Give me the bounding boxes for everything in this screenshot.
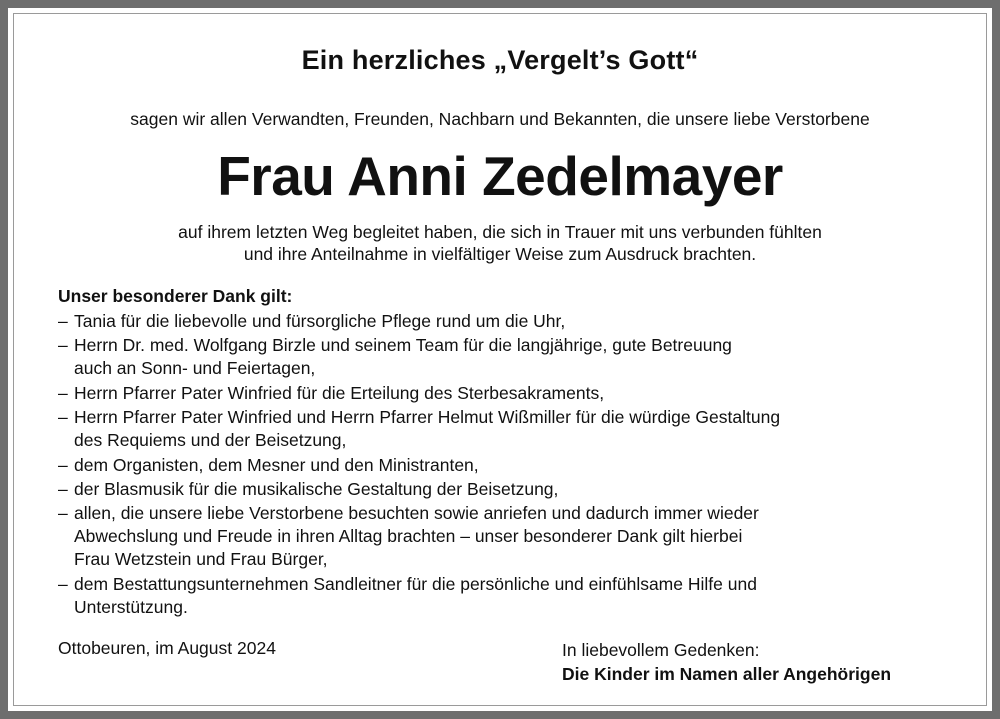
thanks-item-line: der Blasmusik für die musikalische Gestaltung der Beisetzung, [74,478,559,499]
thanks-item-line: allen, die unsere liebe Verstorbene besuchten sowie anriefen und dadurch immer wieder [74,503,759,524]
thanks-item [58,406,958,452]
thanks-item-line: auch an Sonn- und Feiertagen, [74,358,316,379]
special-thanks-list [58,310,958,620]
thanks-line: und ihre Anteilnahme in vielfältiger Weise zum Ausdruck brachten. [243,244,757,264]
thanks-item-line: Herrn Dr. med. Wolfgang Birzle und seinem Team für die langjährige, gute Betreuung [74,335,732,356]
deceased-name: Frau Anni Zedelmayer [217,145,783,207]
dash-marker: – [58,335,68,356]
dash-marker: – [58,382,68,403]
thanks-text [8,221,992,265]
thanks-item [58,502,958,571]
dash-marker: – [58,478,68,499]
thanks-line: auf ihrem letzten Weg begleitet haben, die sich in Trauer mit uns verbunden fühlten [178,222,822,242]
thanks-item-line: dem Bestattungsunternehmen Sandleitner für die persönliche und einfühlsame Hilfe und [74,573,757,594]
dash-marker: – [58,407,68,428]
thanks-item-line: dem Organisten, dem Mesner und den Ministranten, [74,454,479,475]
thanks-item [58,382,958,405]
intro-text: sagen wir allen Verwandten, Freunden, Nachbarn und Bekannten, die unsere liebe Verstorbene [130,109,870,129]
thanks-item-line: Unterstützung. [74,596,188,617]
remembrance-line: In liebevollem Gedenken: [562,640,760,660]
thanks-item [58,334,958,380]
dash-marker: – [58,573,68,594]
dash-marker: – [58,503,68,524]
thanks-item [58,454,958,477]
thanks-item [58,310,958,333]
thanks-item [58,573,958,619]
thanks-item-line: Frau Wetzstein und Frau Bürger, [74,549,328,570]
thanks-item [58,478,958,501]
thanks-item-line: des Requiems und der Beisetzung, [74,430,347,451]
thanks-item-line: Herrn Pfarrer Pater Winfried und Herrn Pfarrer Helmut Wißmiller für die würdige Gestaltung [74,407,781,428]
dash-marker: – [58,454,68,475]
thanks-item-line: Tania für die liebevolle und fürsorgliche Pflege rund um die Uhr, [74,311,566,331]
place-date: Ottobeuren, im August 2024 [58,638,276,658]
signature: Die Kinder im Namen aller Angehörigen [562,664,892,684]
signature-block [562,638,891,686]
special-thanks-heading: Unser besonderer Dank gilt: [58,286,293,306]
dash-marker: – [58,311,68,331]
thanks-item-line: Abwechslung und Freude in ihren Alltag brachten – unser besonderer Dank gilt hierbei [74,526,743,547]
thanks-item-line: Herrn Pfarrer Pater Winfried für die Erteilung des Sterbesakraments, [74,382,605,403]
headline: Ein herzliches „Vergelt’s Gott“ [301,45,699,75]
